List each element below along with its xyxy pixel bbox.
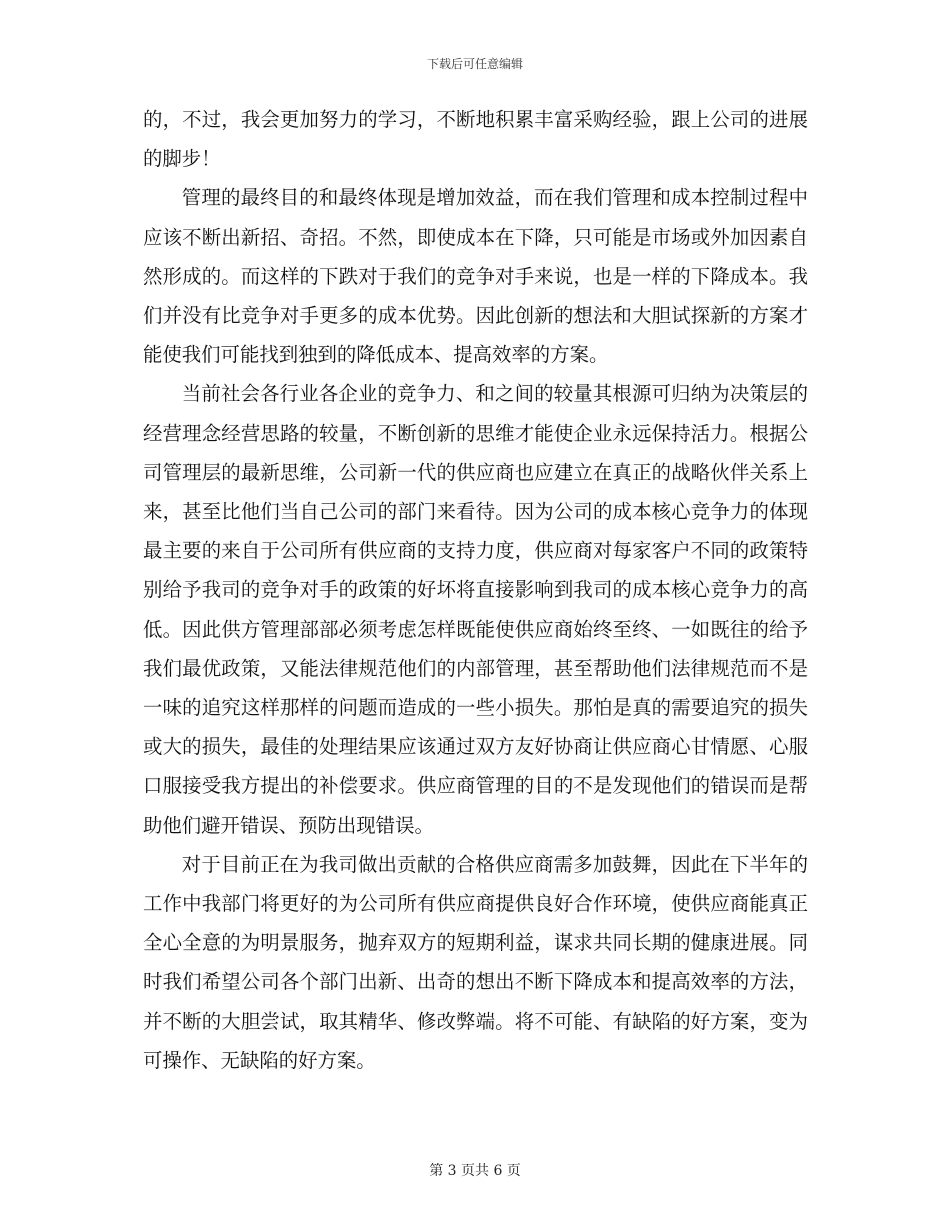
paragraph-competitiveness: 当前社会各行业各企业的竞争力、和之间的较量其根源可归纳为决策层的经营理念经营思路的较量，不断创新的思维才能使企业永远保持活力。根据公司管理层的最新思维，公司新一代的供应商也应建立在真正的战略伙伴关系上来，甚至比他们当自己公司的部门来看待。因为公司的成本核心竞争力的体现最主要的来自于公司所有供应商的支持力度，供应商对每家客户不同的政策特别给予我司的竞争对手的政策的好坏将直接影响到我司的成本核心竞争力的高低。因此供方管理部部必须考虑怎样既能使供应商始终至终、一如既往的给予我们最优政策，又能法律规范他们的内部管理，甚至帮助他们法律规范而不是一味的追究这样那样的问题而造成的一些小损失。那怕是真的需要追究的损失或大的损失，最佳的处理结果应该通过双方友好协商让供应商心甘情愿、心服口服接受我方提出的补偿要求。供应商管理的目的不是发现他们的错误而是帮助他们避开错误、预防出现错误。 bbox=[143, 382, 808, 837]
paragraph-supplier-encouragement: 对于目前正在为我司做出贡献的合格供应商需多加鼓舞，因此在下半年的工作中我部门将更好的为公司所有供应商提供良好合作环境，使供应商能真正全心全意的为明景服务，抛弃双方的短期利益，谋求共同长期的健康进展。同时我们希望公司各个部门出新、出奇的想出不断下降成本和提高效率的方法，并不断的大胆尝试，取其精华、修改弊端。将不可能、有缺陷的好方案，变为可操作、无缺陷的好方案。 bbox=[143, 852, 808, 1072]
paragraph-management-goal: 管理的最终目的和最终体现是增加效益，而在我们管理和成本控制过程中应该不断出新招、奇招。不然，即使成本在下降，只可能是市场或外加因素自然形成的。而这样的下跌对于我们的竞争对手来说，也是一样的下降成本。我们并没有比竞争对手更多的成本优势。因此创新的想法和大胆试探新的方案才能使我们可能找到独到的降低成本、提高效率的方案。 bbox=[143, 186, 808, 367]
paragraph-continuation: 的，不过，我会更加努力的学习，不断地积累丰富采购经验，跟上公司的进展的脚步！ bbox=[143, 108, 808, 171]
page-footer: 第 3 页共 6 页 bbox=[429, 1163, 521, 1179]
document-body bbox=[143, 100, 808, 1080]
page-header: 下载后可任意编辑 bbox=[426, 57, 523, 71]
